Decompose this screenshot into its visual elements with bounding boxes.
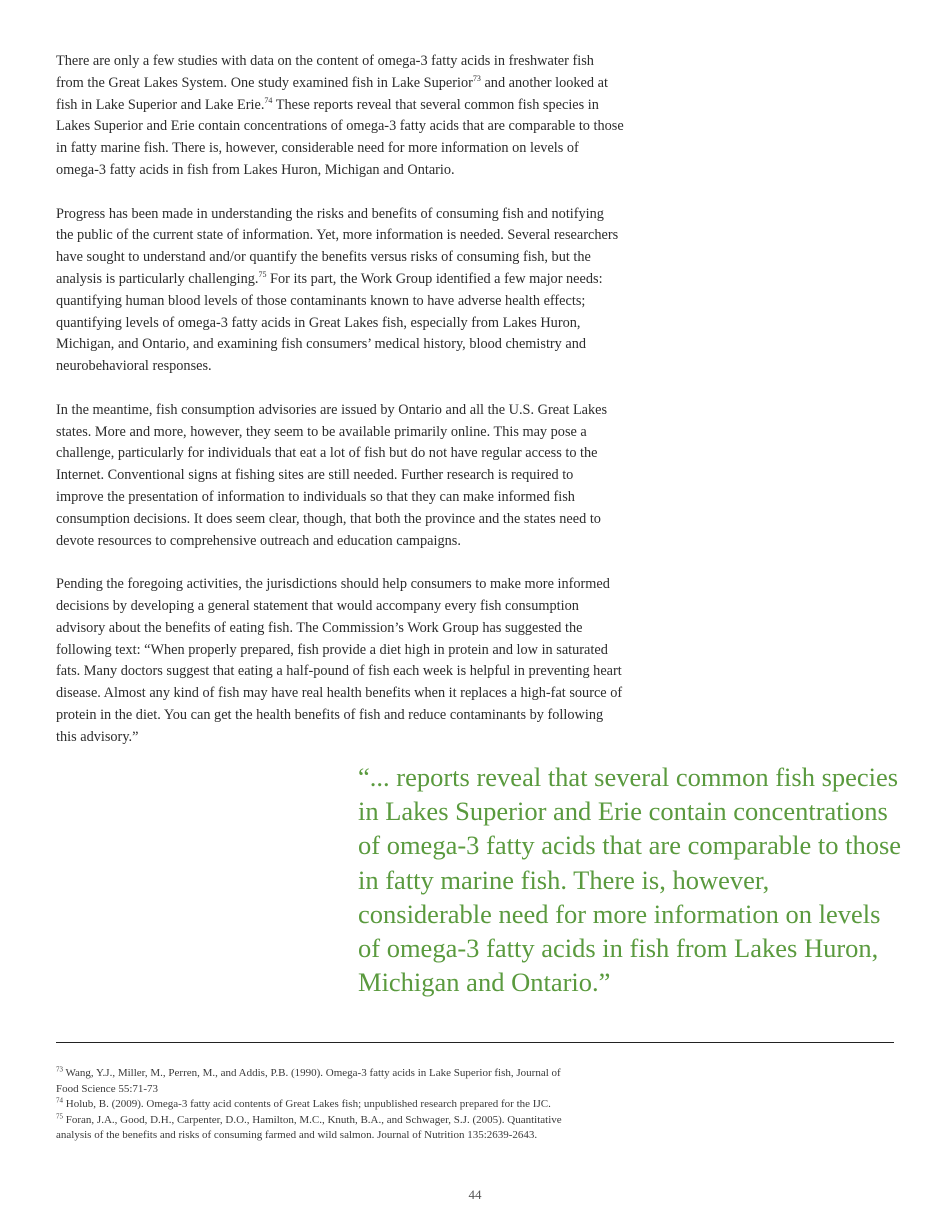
footnote-text: Holub, B. (2009). Omega-3 fatty acid contents of Great Lakes fish; unpublished research prepared for the IJC. bbox=[63, 1098, 551, 1110]
paragraph-text: Pending the foregoing activities, the jurisdictions should help consumers to make more informed decisions by developing a general statement that would accompany every fish consumption advisory about the benefits of eating fish. The Commission’s Work Group has suggested the following text: “When properly prepared, fish provide a diet high in protein and low in saturated fats. Many doctors suggest that eating a half-pound of fish each week is helpful in preventing heart disease. Almost any kind of fish may have real health benefits when it replaces a high-fat source of protein in the diet. You can get the health benefits of fish and reduce contaminants by following this advisory.” bbox=[56, 576, 623, 745]
footnote-number: 73 bbox=[56, 1065, 63, 1074]
paragraph-text: There are only a few studies with data on the content of omega-3 fatty acids in freshwater fish from the Great Lakes System. One study examined fish in Lake Superior bbox=[56, 53, 594, 91]
paragraph-text: In the meantime, fish consumption advisories are issued by Ontario and all the U.S. Great Lakes states. More and more, however, they seem to be available primarily online. This may pose a challenge, particularly for individuals that eat a lot of fish but do not have regular access to the Internet. Conventional signs at fishing sites are still needed. Further research is required to improve the presentation of information to individuals so that they can make informed fish consumption decisions. It does seem clear, though, that both the province and the states need to devote resources to comprehensive outreach and education campaigns. bbox=[56, 401, 608, 549]
footnote-ref[interactable]: 74 bbox=[264, 95, 273, 105]
footnote bbox=[56, 1066, 586, 1097]
footnote-ref[interactable]: 73 bbox=[472, 74, 481, 84]
footnote-text: Wang, Y.J., Miller, M., Perren, M., and Addis, P.B. (1990). Omega-3 fatty acids in Lake Superior fish, Journal of Food Science 55:71-73 bbox=[56, 1067, 561, 1095]
footnotes bbox=[56, 1066, 586, 1144]
paragraph-text: These reports reveal that several common fish species in Lakes Superior and Erie contain concentrations of omega-3 fatty acids that are comparable to those in fatty marine fish. There is, however, considerable need for more information on levels of omega-3 fatty acids in fish from Lakes Huron, Michigan and Ontario. bbox=[56, 96, 624, 178]
footnote-number: 75 bbox=[56, 1111, 63, 1120]
paragraph bbox=[56, 574, 624, 748]
footnote bbox=[56, 1097, 586, 1113]
paragraph bbox=[56, 51, 624, 182]
footnote-divider bbox=[56, 1042, 894, 1043]
footnote-ref[interactable]: 75 bbox=[258, 270, 267, 280]
footnote-text: Foran, J.A., Good, D.H., Carpenter, D.O., Hamilton, M.C., Knuth, B.A., and Schwager, S.J. (2005). Quantitative analysis of the benefits and risks of consuming farmed and wild salmon. Journal of Nutrition 135:2639-2643. bbox=[56, 1113, 562, 1141]
paragraph-text: and another looked at fish in Lake Superior and Lake Erie. bbox=[56, 74, 608, 113]
body-text bbox=[56, 51, 624, 770]
pull-quote: “... reports reveal that several common fish species in Lakes Superior and Erie contain concentrations of omega-3 fatty acids that are comparable to those in fatty marine fish. There is, however, considerable need for more information on levels of omega-3 fatty acids in fish from Lakes Huron, Michigan and Ontario.” bbox=[358, 762, 902, 998]
paragraph bbox=[56, 204, 624, 378]
paragraph-text: For its part, the Work Group identified a few major needs: quantifying human blood levels of those contaminants known to have adverse health effects; quantifying levels of omega-3 fatty acids in Great Lakes fish, especially from Lakes Huron, Michigan, and Ontario, and examining fish consumers’ medical history, blood chemistry and neurobehavioral responses. bbox=[56, 270, 603, 375]
paragraph bbox=[56, 400, 624, 553]
page-number: 44 bbox=[468, 1187, 482, 1202]
paragraph-text: Progress has been made in understanding the risks and benefits of consuming fish and notifying the public of the current state of information. Yet, more information is needed. Several researchers have sought to understand and/or quantify the benefits versus risks of consuming fish, but the analysis is particularly challenging. bbox=[56, 205, 619, 287]
footnote-number: 74 bbox=[56, 1096, 63, 1105]
footnote bbox=[56, 1113, 586, 1144]
